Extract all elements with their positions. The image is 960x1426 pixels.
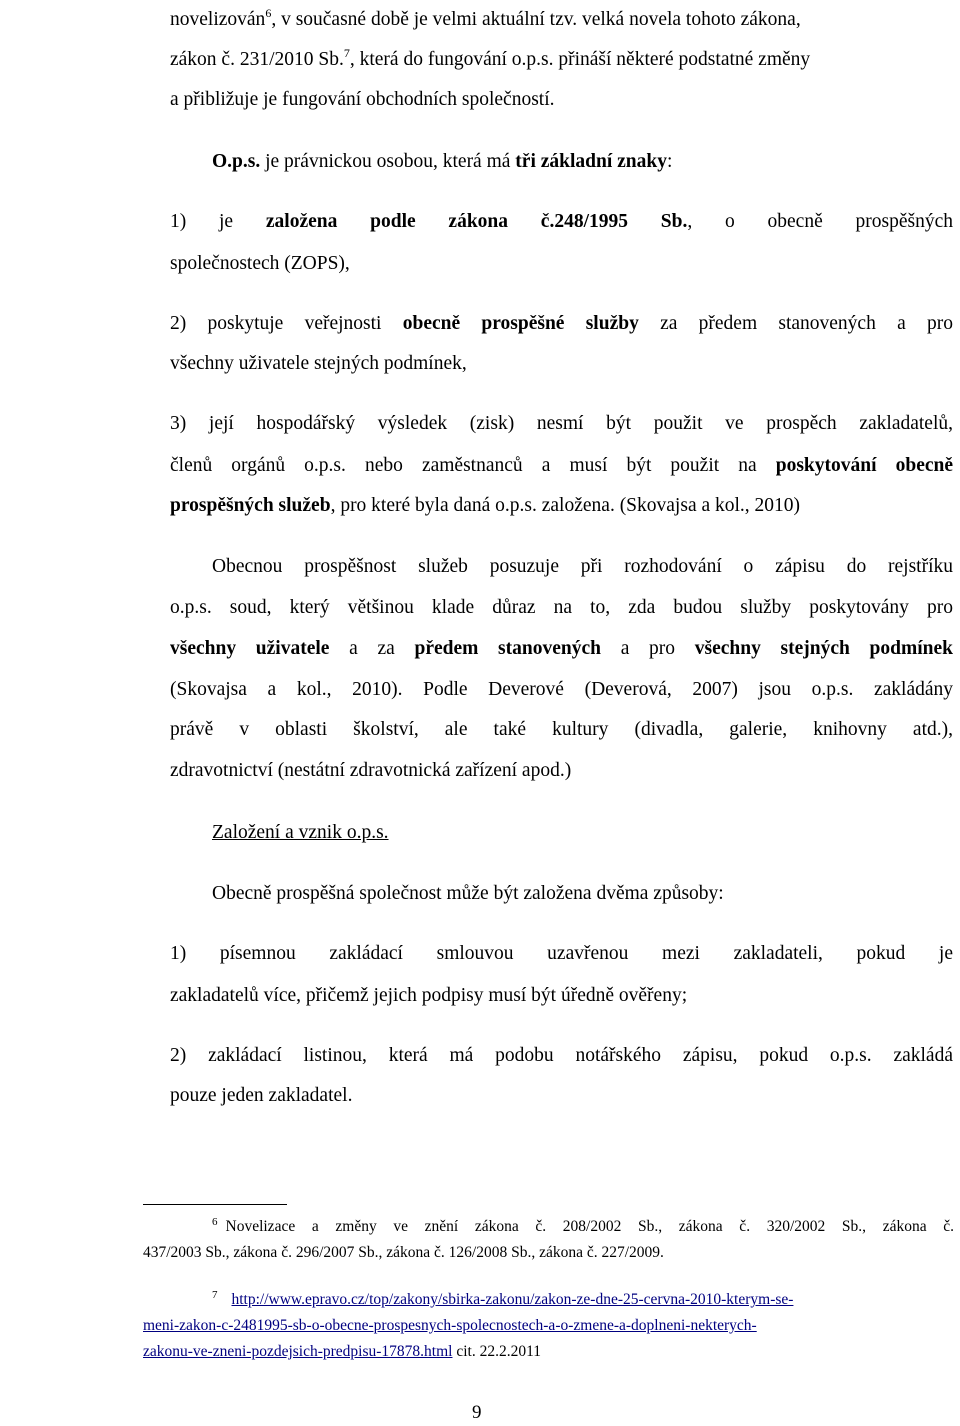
footnote-7-continued: zakonu-ve-zneni-pozdejsich-predpisu-17878.html cit. 22.2.2011 xyxy=(143,1343,542,1360)
footnote-number: 7 xyxy=(212,1289,218,1301)
footnote-7-continued xyxy=(143,1316,757,1336)
footnote-ref[interactable]: 6 xyxy=(265,6,272,20)
footnote-link[interactable]: meni-zakon-c-2481995-sb-o-obecne-prospesnych-spolecnostech-a-o-zmene-a-doplneni-nekterych- xyxy=(143,1317,757,1334)
text-line: společnostech (ZOPS), xyxy=(170,253,350,274)
text-line: novelizován$^6$, v současné době je velmi aktuální tzv. velká novela tohoto zákona, xyxy=(170,6,801,30)
text-line: všechny uživatele stejných podmínek, xyxy=(170,353,467,374)
footnote-ref[interactable]: 7 xyxy=(343,46,350,60)
list-item: 1) je založena podle zákona č.248/1995 Sb., o obecně prospěšných xyxy=(170,211,953,232)
text-line: pouze jeden zakladatel. xyxy=(170,1085,353,1106)
text-line: Obecnou prospěšnost služeb posuzuje při rozhodování o zápisu do rejstříku xyxy=(212,556,953,577)
footnote-6: $^6$ Novelizace a změny ve znění zákona č. 208/2002 Sb., zákona č. 320/2002 Sb., zákona č. xyxy=(212,1216,954,1235)
footnote-separator xyxy=(143,1204,287,1205)
text-line: členů orgánů o.p.s. nebo zaměstnanců a musí být použit na poskytování obecně xyxy=(170,455,953,476)
text-line: a přibližuje je fungování obchodních společností. xyxy=(170,89,555,110)
footnote-6-continued: 437/2003 Sb., zákona č. 296/2007 Sb., zákona č. 126/2008 Sb., zákona č. 227/2009. xyxy=(143,1244,664,1261)
page-number: 9 xyxy=(472,1402,482,1423)
text-line: zákon č. 231/2010 Sb.$^7$, která do fungování o.p.s. přináší některé podstatné změny xyxy=(170,46,811,70)
text-line: zakladatelů více, přičemž jejich podpisy musí být úředně ověřeny; xyxy=(170,985,688,1006)
text-line: prospěšných služeb, pro které byla daná o.p.s. založena. (Skovajsa a kol., 2010) xyxy=(170,495,801,516)
list-item: 2) zakládací listinou, která má podobu notářského zápisu, pokud o.p.s. zakládá xyxy=(170,1045,953,1066)
footnote-number: 6 xyxy=(212,1216,218,1228)
list-item: 2) poskytuje veřejnosti obecně prospěšné služby za předem stanovených a pro xyxy=(170,313,953,334)
section-heading: Založení a vznik o.p.s. xyxy=(212,822,389,843)
text-line: všechny uživatele a za předem stanovených a pro všechny stejných podmínek xyxy=(170,638,953,659)
text-line: O.p.s. je právnickou osobou, která má tři základní znaky: xyxy=(212,151,673,172)
list-item: 1) písemnou zakládací smlouvou uzavřenou mezi zakladateli, pokud je xyxy=(170,943,953,964)
list-item: 3) její hospodářský výsledek (zisk) nesmí být použit ve prospěch zakladatelů, xyxy=(170,413,953,434)
footnote-7 xyxy=(143,1290,793,1310)
text-line: (Skovajsa a kol., 2010). Podle Deverové (Deverová, 2007) jsou o.p.s. zakládány xyxy=(170,679,953,700)
footnote-link[interactable]: zakonu-ve-zneni-pozdejsich-predpisu-17878.html xyxy=(143,1343,453,1360)
text-line: Obecně prospěšná společnost může být založena dvěma způsoby: xyxy=(212,883,724,904)
footnote-link[interactable]: http://www.epravo.cz/top/zakony/sbirka-zakonu/zakon-ze-dne-25-cervna-2010-kterym-se- xyxy=(231,1291,794,1308)
text-line: o.p.s. soud, který většinou klade důraz na to, zda budou služby poskytovány pro xyxy=(170,597,953,618)
text-line: právě v oblasti školství, ale také kultury (divadla, galerie, knihovny atd.), xyxy=(170,719,953,740)
text-line: zdravotnictví (nestátní zdravotnická zařízení apod.) xyxy=(170,760,572,781)
